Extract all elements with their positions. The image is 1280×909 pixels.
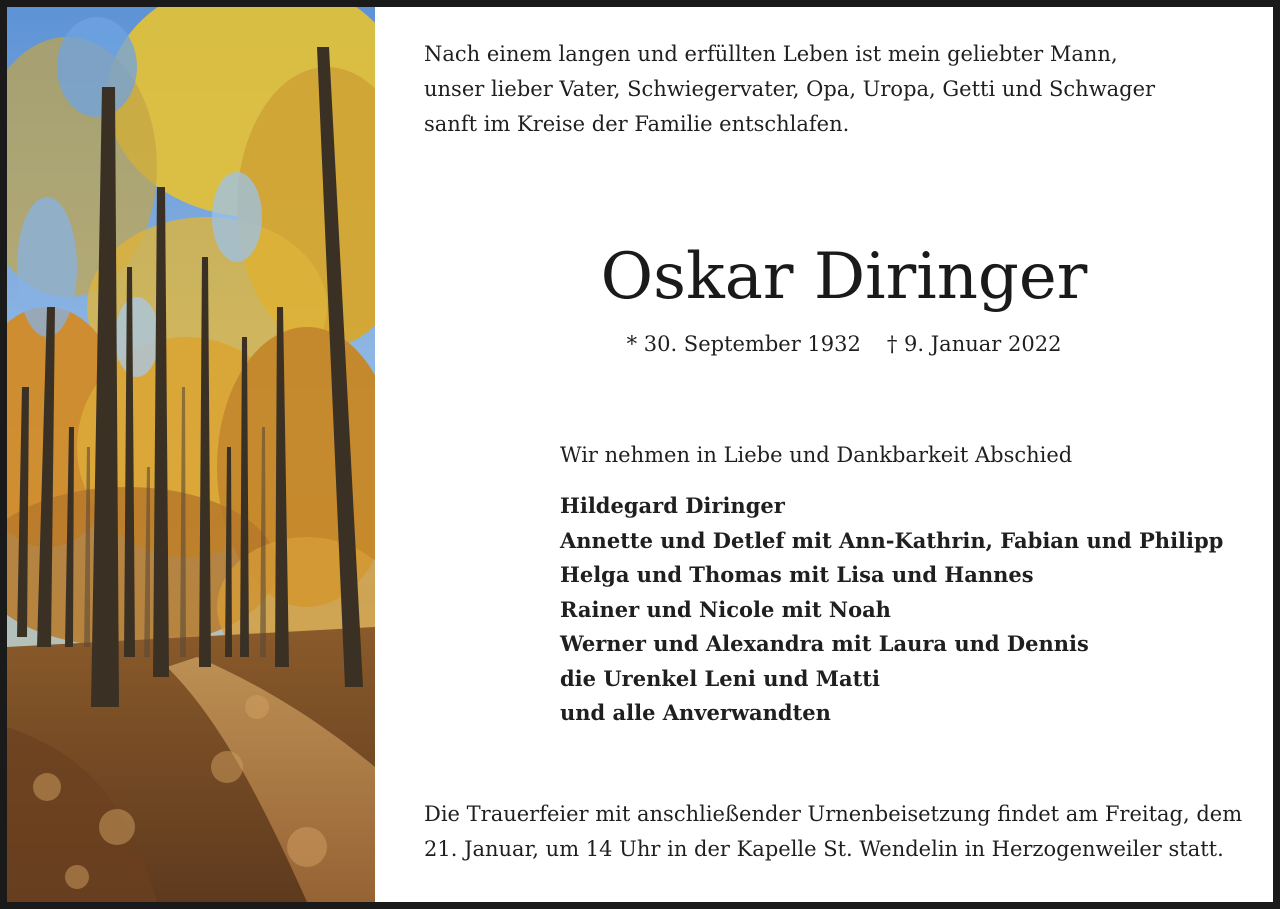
life-dates (424, 329, 1264, 359)
birth-date: * 30. September 1932 (626, 332, 861, 356)
farewell-line: Wir nehmen in Liebe und Dankbarkeit Abschied (560, 443, 1073, 467)
family-member: und alle Anverwandten (560, 700, 831, 725)
intro-paragraph (424, 37, 1244, 142)
family-member: Hildegard Diringer (560, 493, 785, 518)
death-date: † 9. Januar 2022 (886, 332, 1062, 356)
service-line: 21. Januar, um 14 Uhr in der Kapelle St. Wendelin in Herzogenweiler statt. (424, 837, 1224, 861)
family-member: Annette und Detlef mit Ann-Kathrin, Fabian und Philipp (560, 527, 1224, 553)
service-line: Die Trauerfeier mit anschließender Urnenbeisetzung findet am Freitag, dem (424, 802, 1243, 826)
family-member: Werner und Alexandra mit Laura und Dennis (560, 631, 1089, 656)
family-member: Rainer und Nicole mit Noah (560, 596, 891, 622)
family-list (560, 489, 1223, 731)
autumn-forest-path-icon (7, 7, 375, 902)
intro-line: unser lieber Vater, Schwiegervater, Opa, Uropa, Getti und Schwager (424, 77, 1156, 101)
service-info (424, 797, 1264, 867)
family-member: Helga und Thomas mit Lisa und Hannes (560, 562, 1034, 587)
obituary-text (424, 7, 1264, 902)
intro-line: sanft im Kreise der Familie entschlafen. (424, 112, 850, 136)
forest-photo (7, 7, 375, 902)
deceased-name: Oskar Diringer (600, 240, 1088, 314)
family-member: die Urenkel Leni und Matti (560, 665, 880, 691)
intro-line: Nach einem langen und erfüllten Leben ist mein geliebter Mann, (424, 42, 1118, 66)
